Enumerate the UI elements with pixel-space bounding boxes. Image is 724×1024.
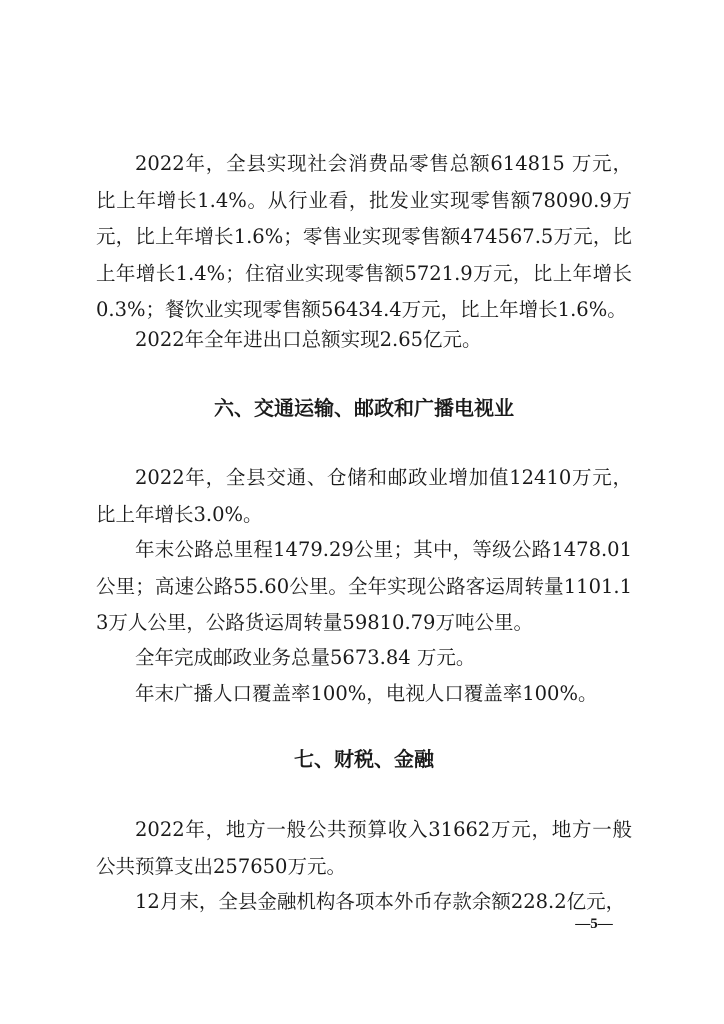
section-heading-finance: 七、财税、金融 [294, 747, 434, 771]
postal-business-paragraph: 全年完成邮政业务总量5673.84 万元。 [135, 646, 476, 669]
highway-mileage-paragraph: 年末公路总里程1479.29公里；其中，等级公路1478.01公里；高速公路55.60公里。全年实现公路客运周转量1101.13万人公里，公路货运周转量59810.79万吨公里。 [96, 538, 632, 634]
transport-value-added-paragraph: 2022年，全县交通、仓储和邮政业增加值12410万元，比上年增长3.0%。 [96, 466, 632, 526]
broadcast-coverage-paragraph: 年末广播人口覆盖率100%，电视人口覆盖率100%。 [135, 682, 598, 705]
import-export-paragraph: 2022年全年进出口总额实现2.65亿元。 [135, 328, 482, 351]
public-budget-paragraph: 2022年，地方一般公共预算收入31662万元，地方一般公共预算支出257650万元。 [96, 818, 632, 878]
deposit-balance-paragraph: 12月末，全县金融机构各项本外币存款余额228.2亿元， [135, 890, 626, 913]
page-number: —5— [575, 916, 613, 932]
retail-sales-paragraph: 2022年，全县实现社会消费品零售总额614815 万元，比上年增长1.4%。从行业看，批发业实现零售额78090.9万元，比上年增长1.6%；零售业实现零售额474567.5万元，比上年增长1.4%；住宿业实现零售额5721.9万元，比上年增长0.3%；餐饮业实现零售额56434.4万元，比上年增长1.6%。 [96, 152, 632, 321]
section-heading-transport: 六、交通运输、邮政和广播电视业 [214, 396, 514, 420]
